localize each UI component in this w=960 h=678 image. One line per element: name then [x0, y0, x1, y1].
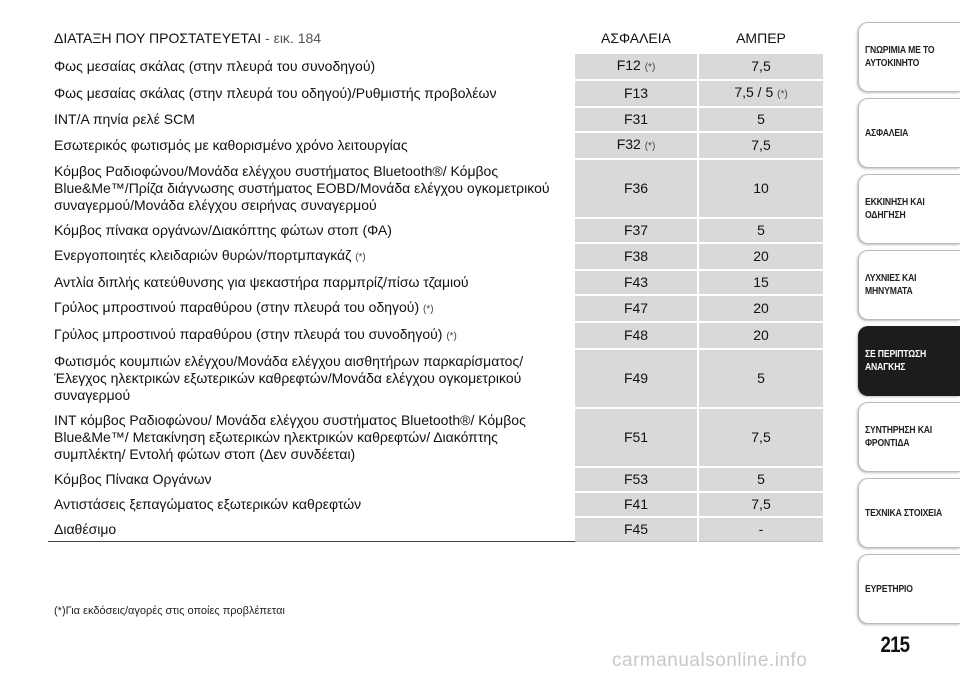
row-fuse — [575, 80, 698, 107]
description-text: INT/A πηνία ρελέ SCM — [54, 111, 195, 127]
description-note: (*) — [446, 331, 457, 342]
chapter-tabs — [858, 22, 960, 630]
chapter-tab[interactable] — [858, 250, 960, 320]
amp-value: - — [758, 521, 764, 537]
amp-value: 7,5 — [751, 496, 771, 512]
row-description — [48, 492, 575, 517]
description-text: Γρύλος μπροστινού παραθύρου (στην πλευρά του οδηγού) — [54, 299, 420, 315]
description-text: Ενεργοποιητές κλειδαριών θυρών/πορτμπαγκάζ — [54, 247, 352, 263]
row-amp — [698, 517, 823, 542]
fuse-note: (*) — [644, 62, 656, 73]
chapter-tab[interactable] — [858, 478, 960, 548]
row-fuse — [575, 53, 698, 80]
row-amp — [698, 467, 823, 492]
row-amp — [698, 492, 823, 517]
row-fuse — [575, 467, 698, 492]
row-amp — [698, 322, 823, 349]
chapter-tab-label: ΣΕ ΠΕΡΙΠΤΩΣΗ ΑΝΑΓΚΗΣ — [865, 348, 927, 373]
chapter-tab-label: ΕΚΚΙΝΗΣΗ ΚΑΙ ΟΔΗΓΗΣΗ — [865, 196, 925, 221]
chapter-tab-label: ΛΥΧΝΙΕΣ ΚΑΙ ΜΗΝΥΜΑΤΑ — [865, 272, 917, 297]
description-text: Φως μεσαίας σκάλας (στην πλευρά του συνοδηγού) — [54, 58, 376, 74]
row-amp — [698, 270, 823, 295]
description-text: Αντιστάσεις ξεπαγώματος εξωτερικών καθρεφτών — [54, 496, 362, 512]
table-row — [48, 408, 823, 467]
table-row — [48, 517, 823, 542]
fuse-code: F53 — [623, 471, 649, 487]
amp-value: 7,5 — [751, 137, 771, 153]
fuse-code: F43 — [623, 274, 649, 290]
fuse-code: F48 — [623, 327, 649, 343]
description-text: Φως μεσαίας σκάλας (στην πλευρά του οδηγού)/Ρυθμιστής προβολέων — [54, 85, 497, 101]
fuse-code: F47 — [623, 300, 649, 316]
amp-value: 20 — [753, 248, 769, 264]
amp-value: 5 — [757, 111, 765, 127]
header-title: ΔΙΑΤΑΞΗ ΠΟΥ ΠΡΟΣΤΑΤΕΥΕΤΑΙ — [54, 29, 262, 46]
amp-value: 5 — [757, 222, 765, 238]
fuse-code: F13 — [623, 85, 649, 101]
chapter-tab[interactable] — [858, 326, 960, 396]
amp-note: (*) — [777, 89, 788, 100]
fuse-code: F12 — [616, 57, 641, 73]
fuse-code: F36 — [623, 180, 649, 196]
description-text: Κόμβος Πίνακα Οργάνων — [54, 471, 212, 487]
table-row — [48, 295, 823, 322]
row-fuse — [575, 159, 698, 218]
description-text: Διαθέσιμο — [54, 521, 117, 537]
row-fuse — [575, 408, 698, 467]
row-amp — [698, 295, 823, 322]
table-row — [48, 270, 823, 295]
chapter-tab[interactable] — [858, 98, 960, 168]
description-text: Κόμβος Ραδιοφώνου/Μονάδα ελέγχου συστήματος Bluetooth®/ Κόμβος Blue&Me™/Πρίζα διάγνωσης συστήματος EOBD/Μονάδα ελέγχου ογκομετρικού συναγερμού/Μονάδα ελέγχου σειρήνας συναγερμού — [54, 163, 550, 213]
amp-value: 20 — [753, 327, 769, 343]
row-fuse — [575, 517, 698, 542]
row-description — [48, 322, 575, 349]
row-amp — [698, 243, 823, 270]
description-text: Κόμβος πίνακα οργάνων/Διακόπτης φώτων στοπ (ΦΑ) — [54, 222, 392, 238]
row-amp — [698, 218, 823, 243]
row-description — [48, 349, 575, 408]
chapter-tab[interactable] — [858, 554, 960, 624]
chapter-tab-label: ΣΥΝΤΗΡΗΣΗ ΚΑΙ ΦΡΟΝΤΙΔΑ — [865, 424, 933, 449]
table-row — [48, 107, 823, 132]
amp-value: 5 — [757, 471, 765, 487]
row-description — [48, 270, 575, 295]
row-description — [48, 218, 575, 243]
table-row — [48, 53, 823, 80]
fuse-code: F49 — [623, 370, 649, 386]
fuse-code: F38 — [623, 248, 649, 264]
watermark: carmanualsonline.info — [612, 650, 808, 671]
row-fuse — [575, 349, 698, 408]
amp-value: 7,5 — [751, 429, 771, 445]
header-fuse: ΑΣΦΑΛΕΙΑ — [575, 23, 698, 53]
fuse-note: (*) — [644, 141, 656, 152]
table-row — [48, 159, 823, 218]
fuse-table — [48, 22, 823, 542]
description-note: (*) — [423, 304, 434, 315]
header-separator: - — [261, 29, 274, 46]
fuse-code: F32 — [616, 136, 641, 152]
table-row — [48, 243, 823, 270]
row-fuse — [575, 492, 698, 517]
table-row — [48, 349, 823, 408]
row-description — [48, 295, 575, 322]
row-fuse — [575, 243, 698, 270]
row-description — [48, 243, 575, 270]
chapter-tab[interactable] — [858, 22, 960, 92]
row-fuse — [575, 322, 698, 349]
amp-value: 7,5 — [751, 58, 771, 74]
chapter-tab-label: ΑΣΦΑΛΕΙΑ — [865, 126, 909, 139]
description-text: Γρύλος μπροστινού παραθύρου (στην πλευρά του συνοδηγού) — [54, 326, 443, 342]
row-description — [48, 132, 575, 159]
fuse-code: F45 — [623, 521, 649, 537]
header-amp: ΑΜΠΕΡ — [698, 23, 823, 53]
amp-value: 15 — [753, 274, 769, 290]
footnote: (*)Για εκδόσεις/αγορές στις οποίες προβλέπεται — [54, 605, 285, 617]
row-description — [48, 107, 575, 132]
amp-value: 20 — [753, 300, 769, 316]
table-row — [48, 467, 823, 492]
row-amp — [698, 159, 823, 218]
row-description — [48, 467, 575, 492]
description-text: INT κόμβος Ραδιοφώνου/ Μονάδα ελέγχου συστήματος Bluetooth®/ Κόμβος Blue&Me™/ Μετακίνηση εξωτερικών ηλεκτρικών καθρεφτών/ Διακόπτης συμπλέκτη/ Εντολή φώτων στοπ (Δεν συνδέεται) — [54, 412, 526, 462]
row-amp — [698, 107, 823, 132]
row-fuse — [575, 295, 698, 322]
table-row — [48, 218, 823, 243]
row-amp — [698, 132, 823, 159]
amp-value: 10 — [753, 180, 769, 196]
row-description — [48, 517, 575, 542]
row-amp — [698, 53, 823, 80]
chapter-tab-label: ΕΥΡΕΤΗΡΙΟ — [865, 582, 913, 595]
fuse-code: F31 — [623, 111, 649, 127]
fuse-code: F41 — [623, 496, 649, 512]
amp-value: 5 — [757, 370, 765, 386]
page-number: 215 — [880, 632, 910, 657]
row-fuse — [575, 218, 698, 243]
table-row — [48, 80, 823, 107]
header-figure-ref: εικ. 184 — [273, 29, 322, 46]
chapter-tab-label: ΤΕΧΝΙΚΑ ΣΤΟΙΧΕΙΑ — [865, 506, 943, 519]
table-row — [48, 492, 823, 517]
row-fuse — [575, 107, 698, 132]
row-fuse — [575, 132, 698, 159]
row-description — [48, 408, 575, 467]
table-row — [48, 322, 823, 349]
row-fuse — [575, 270, 698, 295]
row-amp — [698, 349, 823, 408]
row-amp — [698, 408, 823, 467]
description-text: Αντλία διπλής κατεύθυνσης για ψεκαστήρα παρμπρίζ/πίσω τζαμιού — [54, 274, 469, 290]
fuse-code: F51 — [623, 429, 649, 445]
table-row — [48, 132, 823, 159]
table-header-row — [48, 23, 823, 53]
description-note: (*) — [355, 252, 366, 263]
fuse-code: F37 — [623, 222, 649, 238]
row-description — [48, 159, 575, 218]
description-text: Φωτισμός κουμπιών ελέγχου/Μονάδα ελέγχου αισθητήρων παρκαρίσματος/Έλεγχος ηλεκτρικών εξωτερικών καθρεφτών/Μονάδα ελέγχου ογκομετρικού συναγερμού — [54, 353, 524, 403]
amp-value: 7,5 / 5 — [734, 84, 774, 100]
row-description — [48, 53, 575, 80]
chapter-tab-label: ΓΝΩΡΙΜΙΑ ΜΕ ΤΟ ΑΥΤΟΚΙΝΗΤΟ — [865, 44, 935, 69]
row-amp — [698, 80, 823, 107]
chapter-tab[interactable] — [858, 402, 960, 472]
header-protected-device — [48, 23, 575, 53]
description-text: Εσωτερικός φωτισμός με καθορισμένο χρόνο λειτουργίας — [54, 137, 408, 153]
row-description — [48, 80, 575, 107]
chapter-tab[interactable] — [858, 174, 960, 244]
